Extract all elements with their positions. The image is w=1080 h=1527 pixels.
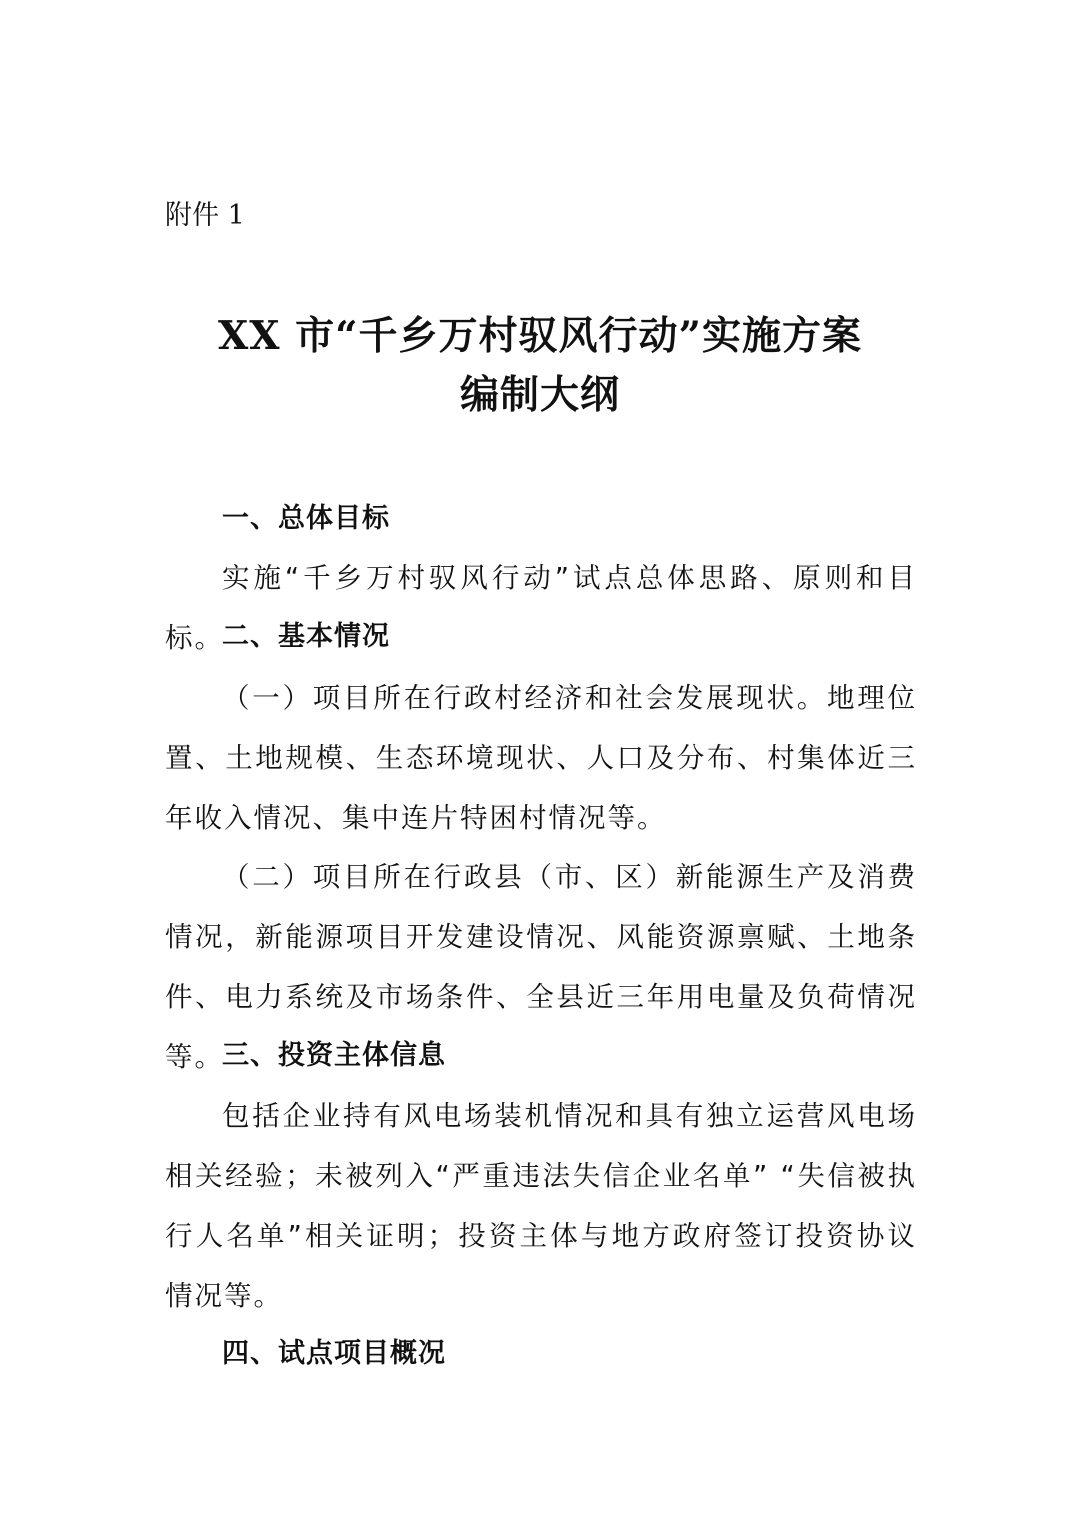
section-heading-basic-situation: 二、基本情况 xyxy=(222,621,390,652)
section-paragraph-investor-info: 包括企业持有风电场装机情况和具有独立运营风电场相关经验；未被列入“严重违法失信企业名单” “失信被执行人名单”相关证明；投资主体与地方政府签订投资协议情况等。 xyxy=(165,1100,917,1312)
section-heading-pilot-project: 四、试点项目概况 xyxy=(222,1338,446,1369)
attachment-label: 附件 1 xyxy=(165,200,245,231)
document-title-line-2: 编制大纲 xyxy=(459,372,620,418)
section-paragraph-village-status: （一）项目所在行政村经济和社会发展现状。地理位置、土地规模、生态环境现状、人口及分布、村集体近三年收入情况、集中连片特困村情况等。 xyxy=(165,682,917,834)
section-paragraph-overall-goal: 实施“千乡万村驭风行动”试点总体思路、原则和目标。 xyxy=(165,562,917,654)
section-heading-overall-goal: 一、总体目标 xyxy=(222,503,390,534)
section-paragraph-county-energy: （二）项目所在行政县（市、区）新能源生产及消费情况，新能源项目开发建设情况、风能资源禀赋、土地条件、电力系统及市场条件、全县近三年用电量及负荷情况等。 xyxy=(165,861,917,1073)
document-title-line-1: XX 市“千乡万村驭风行动”实施方案 xyxy=(218,313,862,359)
section-heading-investor-info: 三、投资主体信息 xyxy=(222,1040,446,1071)
